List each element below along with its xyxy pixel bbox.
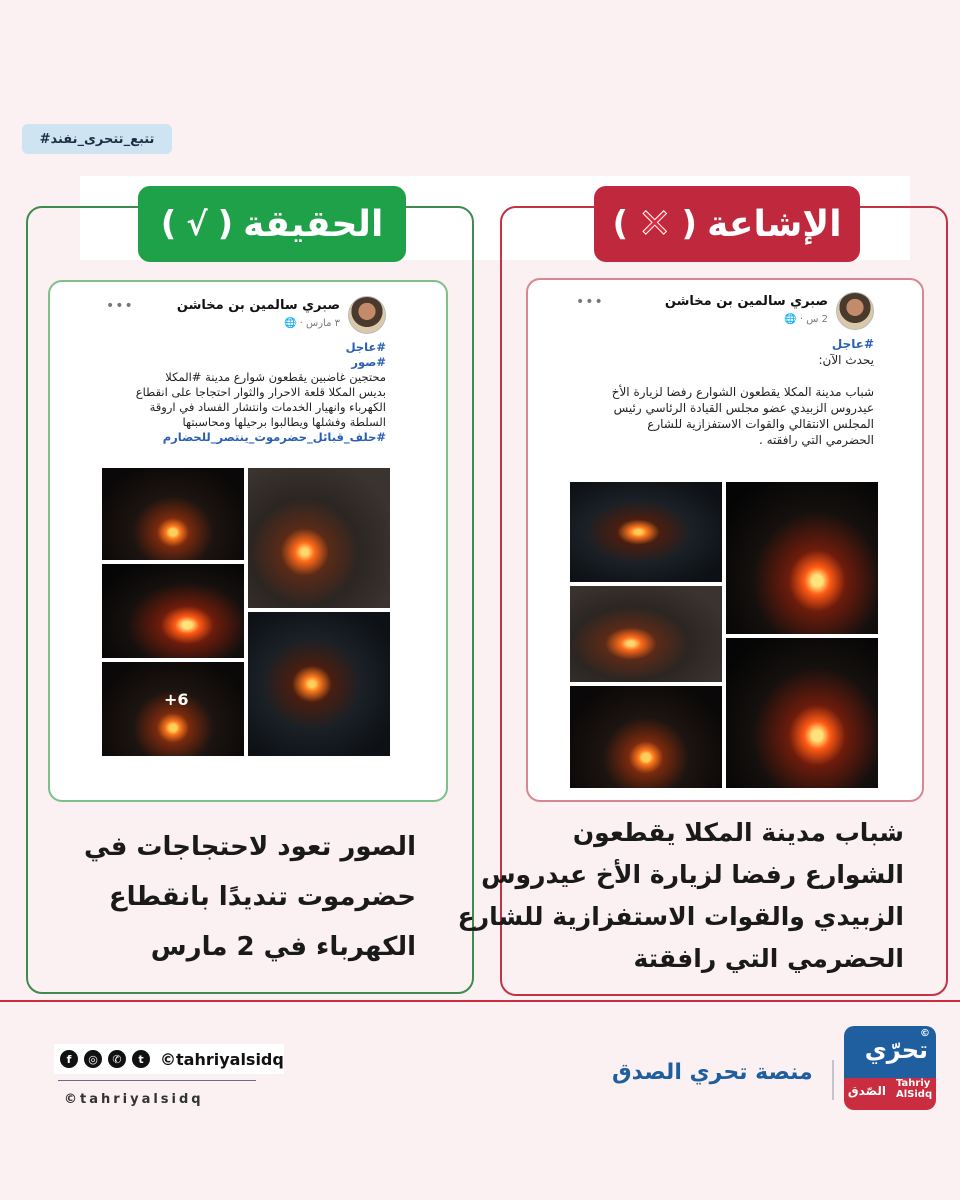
post-meta: 2 س · 🌐 bbox=[784, 314, 828, 325]
post-text bbox=[100, 340, 392, 445]
footer-separator bbox=[832, 1060, 834, 1100]
post-line: الحضرمي التي رافقته . bbox=[758, 433, 874, 447]
post-header bbox=[100, 292, 392, 340]
photo[interactable] bbox=[102, 564, 244, 658]
post-line: الكهرباء وانهيار الخدمات وانتشار الفساد في اروقة bbox=[149, 400, 386, 414]
copyright-icon: © bbox=[920, 1028, 930, 1039]
platform-name: منصة تحري الصدق bbox=[612, 1060, 813, 1085]
avatar[interactable] bbox=[836, 292, 874, 330]
rumor-label: الإشاعة ( ✕ ) bbox=[594, 186, 860, 262]
logo-subtitle-ar: الصّدق bbox=[847, 1084, 886, 1098]
post-line bbox=[576, 368, 874, 384]
footer-underline bbox=[58, 1080, 256, 1081]
check-icon: √ bbox=[186, 205, 208, 243]
social-handle[interactable]: ©tahriyalsidq bbox=[160, 1049, 284, 1069]
photo[interactable] bbox=[248, 468, 390, 608]
post-line: شباب مدينة المكلا يقطعون الشوارع رفضا لزيارة الأخ bbox=[611, 385, 874, 399]
more-photos-count[interactable]: +6 bbox=[164, 690, 189, 709]
instagram-icon[interactable]: ◎ bbox=[84, 1050, 102, 1068]
post-author[interactable]: صبري سالمين بن مخاشن bbox=[664, 294, 828, 309]
caption-line: الشوارع رفضا لزيارة الأخ عيدروس bbox=[481, 860, 904, 889]
logo-title: تحرّي bbox=[864, 1036, 928, 1064]
post-line[interactable]: #عاجل bbox=[831, 337, 874, 351]
post-line: محتجين غاضبين يقطعون شوارع مدينة #المكلا bbox=[165, 370, 386, 384]
photo[interactable] bbox=[102, 468, 244, 560]
photo[interactable] bbox=[570, 686, 722, 788]
social-links bbox=[54, 1044, 284, 1074]
caption-line: الحضرمي التي رافقتة bbox=[633, 944, 904, 973]
post-line[interactable]: #حلف_قبائل_حضرموت_ينتصر_للحضارم bbox=[162, 430, 386, 444]
truth-label: الحقيقة ( √ ) bbox=[138, 186, 406, 262]
x-icon: ✕ bbox=[638, 201, 672, 247]
caption-line: الصور تعود لاحتجاجات في bbox=[84, 832, 416, 862]
caption-line: الكهرباء في 2 مارس bbox=[150, 932, 416, 962]
post-line: بديس المكلا قلعة الاحرار والثوار احتجاجا على انقطاع bbox=[135, 385, 386, 399]
whatsapp-icon[interactable]: ✆ bbox=[108, 1050, 126, 1068]
post-line[interactable]: #عاجل bbox=[345, 340, 386, 354]
post-text bbox=[570, 336, 880, 448]
website-handle[interactable]: ©tahriyalsidq bbox=[64, 1092, 204, 1107]
avatar[interactable] bbox=[348, 296, 386, 334]
photo[interactable] bbox=[248, 612, 390, 756]
more-options-icon[interactable]: ••• bbox=[106, 298, 134, 314]
photo[interactable] bbox=[102, 662, 244, 756]
rumor-label-text: الإشاعة bbox=[707, 203, 842, 245]
photo-grid bbox=[102, 468, 390, 756]
facebook-icon[interactable]: f bbox=[60, 1050, 78, 1068]
more-options-icon[interactable]: ••• bbox=[576, 294, 604, 310]
twitter-icon[interactable]: t bbox=[132, 1050, 150, 1068]
footer-divider bbox=[0, 1000, 960, 1002]
photo[interactable] bbox=[570, 482, 722, 582]
rumor-caption bbox=[457, 812, 904, 980]
photo[interactable] bbox=[570, 586, 722, 682]
photo[interactable] bbox=[726, 482, 878, 634]
truth-caption bbox=[60, 822, 416, 972]
caption-line: الزبيدي والقوات الاستفزازية للشارع bbox=[457, 902, 904, 931]
post-meta: ٣ مارس · 🌐 bbox=[284, 318, 340, 329]
brand-logo bbox=[844, 1026, 936, 1110]
post-line: السلطة وفشلها ويطالبوا برحيلها ومحاسبتها bbox=[182, 415, 386, 429]
post-line: يحدث الآن: bbox=[818, 353, 874, 367]
truth-post bbox=[100, 292, 392, 758]
truth-label-text: الحقيقة bbox=[243, 203, 384, 245]
caption-line: حضرموت تنديدًا بانقطاع bbox=[108, 882, 416, 912]
logo-subtitle-en: Tahriy AlSidq bbox=[896, 1078, 933, 1100]
caption-line: شباب مدينة المكلا يقطعون bbox=[572, 818, 904, 847]
post-header bbox=[570, 288, 880, 336]
post-line: عيدروس الزبيدي عضو مجلس القيادة الرئاسي رئيس bbox=[613, 401, 874, 415]
post-line: المجلس الانتقالي والقوات الاستفزازية للشارع bbox=[647, 417, 874, 431]
post-author[interactable]: صبري سالمين بن مخاشن bbox=[176, 298, 340, 313]
photo[interactable] bbox=[726, 638, 878, 788]
photo-grid bbox=[570, 482, 880, 788]
hashtag-pill[interactable]: تتبع_تتحرى_نفند# bbox=[22, 124, 172, 154]
rumor-post bbox=[570, 288, 880, 788]
post-line[interactable]: #صور bbox=[351, 355, 386, 369]
